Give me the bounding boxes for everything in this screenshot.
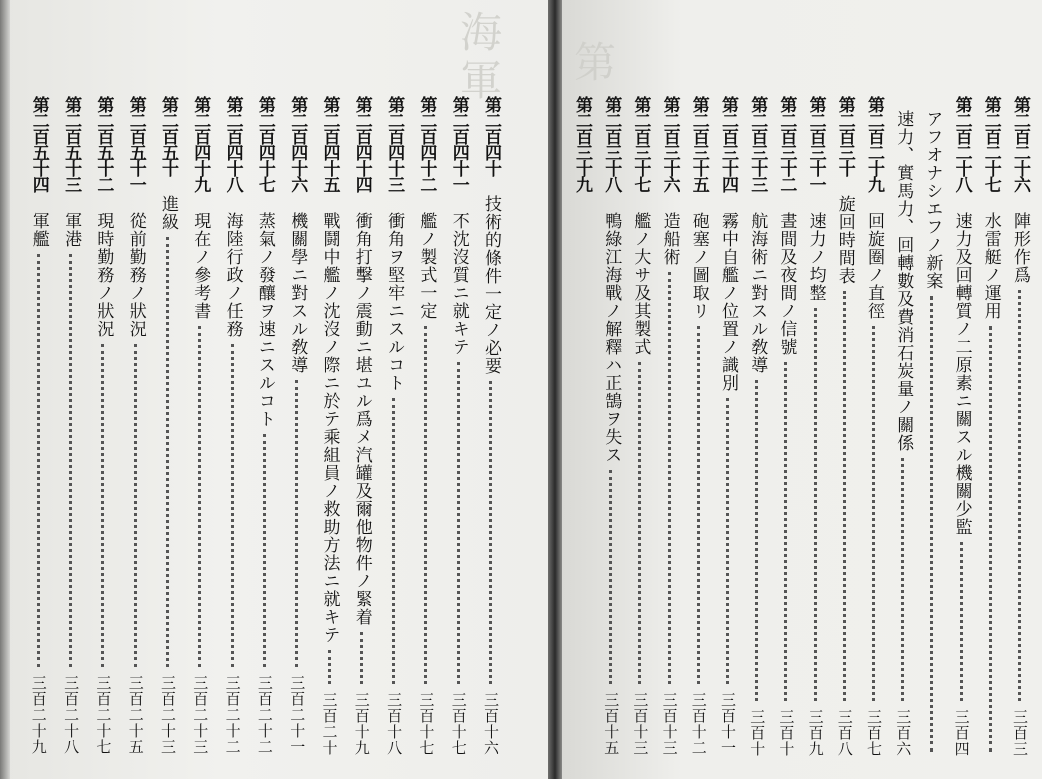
- section-title: 衝角ヲ堅牢ニスルコト: [384, 212, 405, 392]
- toc-entry: [315, 0, 345, 779]
- page-number: 三百六: [894, 709, 913, 757]
- page-number: 三百三: [1011, 709, 1029, 757]
- section-number: 第二百四十九: [190, 96, 211, 192]
- page-number: 三百八: [835, 709, 854, 757]
- page-number: 三百十: [777, 709, 796, 757]
- dot-leader: [930, 296, 933, 752]
- section-title: アフオナシエフノ新案: [922, 110, 943, 290]
- toc-entry: [153, 0, 183, 779]
- section-title: 鴨綠江海戰ノ解釋ハ正鵠ヲ失ス: [601, 212, 622, 464]
- section-title: 從前勤務ノ狀況: [125, 212, 146, 338]
- section-number: 第二百三十九: [572, 96, 592, 192]
- section-title: 旋回時間表: [834, 195, 855, 285]
- section-number: 第二百四十七: [254, 96, 275, 192]
- watermark-right: 第: [568, 40, 617, 88]
- dot-leader: [784, 362, 787, 701]
- dot-leader: [392, 398, 395, 684]
- page-number: 三百九: [806, 709, 825, 757]
- watermark-left: 海軍: [454, 10, 503, 106]
- section-title: 戰鬪中艦ノ沈沒ノ際ニ於テ乘組員ノ救助方法ニ就キテ: [319, 212, 340, 644]
- toc-entry: [567, 0, 597, 779]
- page-number: 三百十五: [602, 692, 621, 756]
- dot-leader: [609, 470, 612, 684]
- page-number: 三百二十七: [94, 675, 113, 755]
- section-title: 速力、實馬力、回轉數及費消石炭量ノ關係: [893, 110, 914, 452]
- section-title: 機關學ニ對スル敎導: [287, 212, 308, 374]
- page-number: 三百二十三: [159, 675, 177, 755]
- toc-entry: [713, 0, 743, 779]
- toc-entry: [476, 0, 506, 779]
- section-number: 第二百三十: [834, 96, 855, 176]
- section-number: 第二百三十八: [601, 96, 622, 192]
- toc-entry: [282, 0, 312, 779]
- section-number: 第二百三十三: [747, 96, 768, 192]
- page-number: 三百十一: [719, 692, 737, 756]
- toc-entry: [347, 0, 377, 779]
- toc-entry: [218, 0, 248, 779]
- page-number: 三百七: [865, 709, 883, 757]
- section-title: 陣形作爲: [1010, 212, 1030, 284]
- toc-entry: [444, 0, 474, 779]
- section-title: 蒸氣ノ發釀ヲ速ニスルコト: [254, 212, 275, 428]
- page-number: 三百二十五: [126, 675, 145, 755]
- dot-leader: [166, 237, 169, 667]
- toc-entry: [596, 0, 626, 779]
- section-number: 第二百三十六: [659, 96, 680, 192]
- section-number: 第二百四十一: [448, 96, 469, 192]
- dot-leader: [638, 362, 641, 684]
- dot-leader: [960, 542, 963, 701]
- section-title: 海陸行政ノ任務: [222, 212, 243, 338]
- toc-entry: [742, 0, 772, 779]
- page-number: 三百十三: [631, 692, 650, 756]
- section-number: 第二百四十三: [384, 96, 405, 192]
- dot-leader: [814, 308, 817, 701]
- section-title: 艦ノ大サ及其製式: [630, 212, 651, 356]
- dot-leader: [328, 650, 331, 684]
- section-number: 第二百四十: [481, 96, 501, 176]
- page-number: 三百四: [952, 709, 971, 757]
- section-number: 第二百五十四: [28, 96, 49, 192]
- dot-leader: [231, 344, 234, 667]
- section-number: 第二百五十: [158, 96, 178, 176]
- dot-leader: [726, 398, 729, 684]
- toc-entry: [655, 0, 685, 779]
- section-title: 航海術ニ對スル敎導: [747, 212, 768, 374]
- dot-leader: [901, 458, 904, 701]
- toc-entry: [859, 0, 889, 779]
- section-number: 第二百四十六: [287, 96, 308, 192]
- page-number: 三百十三: [660, 692, 679, 756]
- book-gutter: [548, 0, 562, 779]
- section-number: 第二百二十六: [1010, 96, 1030, 192]
- section-title: 造船術: [659, 212, 680, 266]
- section-number: 第二百三十七: [630, 96, 651, 192]
- toc-entry: [185, 0, 215, 779]
- dot-leader: [360, 632, 363, 684]
- toc-entry: [379, 0, 409, 779]
- section-title: 技術的條件一定ノ必要: [481, 195, 501, 375]
- dot-leader: [134, 344, 137, 667]
- dot-leader: [37, 254, 40, 667]
- section-title: 速力ノ均整: [805, 212, 826, 302]
- toc-entry: [24, 0, 54, 779]
- dot-leader: [69, 254, 72, 667]
- toc-entry: [976, 0, 1006, 779]
- section-number: 第二百四十二: [416, 96, 437, 192]
- dot-leader: [489, 381, 492, 684]
- section-title: 砲塞ノ圖取リ: [688, 212, 709, 320]
- section-number: 第二百四十五: [319, 96, 340, 192]
- dot-leader: [872, 326, 875, 701]
- section-title: 進級: [158, 195, 178, 231]
- page-number: 三百十六: [482, 692, 500, 756]
- page-number: 三百十七: [417, 692, 436, 756]
- section-number: 第二百二十九: [864, 96, 884, 192]
- section-title: 回旋圈ノ直徑: [864, 212, 884, 320]
- section-number: 第二百三十五: [688, 96, 709, 192]
- dot-leader: [198, 326, 201, 667]
- section-title: 現時勤務ノ狀況: [93, 212, 114, 338]
- section-number: 第二百五十三: [61, 96, 82, 192]
- section-number: 第二百四十四: [351, 96, 372, 192]
- toc-entry: [947, 0, 977, 779]
- page-number: 三百二十二: [255, 675, 274, 755]
- section-number: 第二百二十七: [980, 96, 1001, 192]
- dot-leader: [101, 344, 104, 667]
- dot-leader: [697, 326, 700, 684]
- toc-entry: [121, 0, 151, 779]
- page-number: 三百十七: [449, 692, 468, 756]
- section-title: 現在ノ參考書: [190, 212, 211, 320]
- page-number: 三百二十九: [29, 675, 48, 755]
- toc-entry: [801, 0, 831, 779]
- dot-leader: [457, 362, 460, 684]
- dot-leader: [1018, 290, 1021, 701]
- toc-entry: [917, 0, 947, 779]
- section-number: 第二百五十二: [93, 96, 114, 192]
- dot-leader: [989, 326, 992, 752]
- section-number: 第二百三十一: [805, 96, 826, 192]
- section-title: 軍港: [61, 212, 82, 248]
- section-title: 水雷艇ノ運用: [980, 212, 1001, 320]
- toc-entry: [625, 0, 655, 779]
- section-title: 軍艦: [28, 212, 49, 248]
- dot-leader: [424, 326, 427, 684]
- page-number: 三百十八: [385, 692, 404, 756]
- page-number: 三百二十: [320, 692, 339, 756]
- dot-leader: [668, 272, 671, 684]
- section-title: 速力及回轉質ノ二原素ニ關スル機關少監: [951, 212, 972, 536]
- toc-entry: [888, 0, 918, 779]
- section-number: 第二百三十四: [718, 96, 738, 192]
- dot-leader: [843, 291, 846, 701]
- section-number: 第二百五十一: [125, 96, 146, 192]
- toc-entry: [250, 0, 280, 779]
- toc-entry: [830, 0, 860, 779]
- page-number: 三百二十三: [191, 675, 210, 755]
- page-number: 三百二十一: [288, 675, 307, 755]
- section-title: 晝間及夜間ノ信號: [776, 212, 797, 356]
- page-number: 三百十二: [689, 692, 708, 756]
- section-title: 艦ノ製式一定: [416, 212, 437, 320]
- toc-entry: [88, 0, 118, 779]
- section-title: 衝角打擊ノ震動ニ堪ユル爲メ汽罐及爾他物件ノ緊着: [351, 212, 372, 626]
- section-number: 第二百四十八: [222, 96, 243, 192]
- section-title: 霧中自艦ノ位置ノ識別: [718, 212, 738, 392]
- toc-entry: [56, 0, 86, 779]
- page-number: 三百二十二: [223, 675, 242, 755]
- toc-entry: [411, 0, 441, 779]
- page-number: 三百十九: [352, 692, 371, 756]
- section-title: 不沈沒質ニ就キテ: [448, 212, 469, 356]
- dot-leader: [263, 434, 266, 667]
- dot-leader: [755, 380, 758, 701]
- dot-leader: [295, 380, 298, 667]
- toc-entry: [771, 0, 801, 779]
- toc-entry: [684, 0, 714, 779]
- page-edge: [0, 0, 10, 779]
- right-page: [562, 0, 1042, 779]
- toc-entry: [1005, 0, 1035, 779]
- page-number: 三百十: [748, 709, 767, 757]
- page-number: 三百二十八: [62, 675, 81, 755]
- section-number: 第二百三十二: [776, 96, 797, 192]
- section-number: 第二百二十八: [951, 96, 972, 192]
